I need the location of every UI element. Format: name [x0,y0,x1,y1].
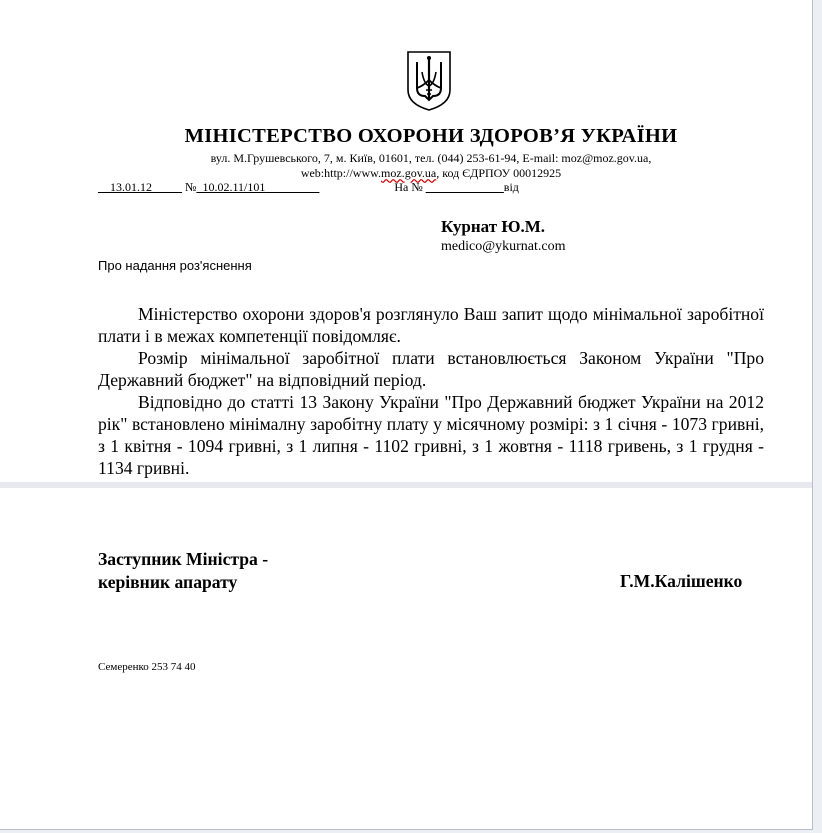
web-domain: moz.gov.ua [381,165,437,180]
web-line [0,166,822,181]
recipient-email: medico@ykurnat.com [441,239,566,254]
web-prefix: web:http://www. [300,165,382,180]
coat-of-arms-icon [406,50,452,112]
outgoing-number: 10.02.11/101 [202,180,266,194]
reply-label: На № [394,180,423,194]
body-paragraph: Розмір мінімальної заробітної плати встановлюється Законом України "Про Державний бюджет" на відповідний період. [98,348,764,390]
subject-line: Про надання роз'яснення [98,258,252,273]
body-paragraph: Міністерство охорони здоров'я розглянуло Ваш запит щодо мінімальної заробітної плати і в межах компетенції повідомляє. [98,304,764,346]
ministry-title: МІНІСТЕРСТВО ОХОРОНИ ЗДОРОВ’Я УКРАЇНИ [184,125,678,147]
signatory-role [98,548,268,594]
page-break-gap [0,482,812,488]
number-label: № [185,180,197,194]
registration-line: __13.01.12_____ №_10.02.11/101_________ На № _____________від [98,180,519,194]
letter-body [98,303,764,482]
body-paragraph: Відповідно до статті 13 Закону України "Про Державний бюджет України на 2012 рік" встановлено мінімалну заробітну плату у місячному розмірі: з 1 січня - 1073 гривні, з 1 квітня - 1094 гривні, з 1 липня - 1102 гривні, з 1 жовтня - 1118 гривень, з 1 грудня - 1134 гривні. [98,392,764,478]
outgoing-date: 13.01.12 [110,180,152,194]
recipient-name: Курнат Ю.М. [441,217,546,236]
address-line: вул. М.Грушевського, 7, м. Київ, 01601, тел. (044) 253-61-94, E-mail: moz@moz.gov.ua, [210,151,652,165]
edrpou-code: , код ЄДРПОУ 00012925 [436,165,562,180]
ministry-address [0,151,822,180]
role-line: Заступник Міністра - [98,549,269,569]
role-line: керівник апарату [98,572,238,592]
from-label: від [503,180,519,194]
signatory-name: Г.М.Калішенко [620,571,743,591]
executor-contact: Семеренко 253 74 40 [98,661,196,673]
